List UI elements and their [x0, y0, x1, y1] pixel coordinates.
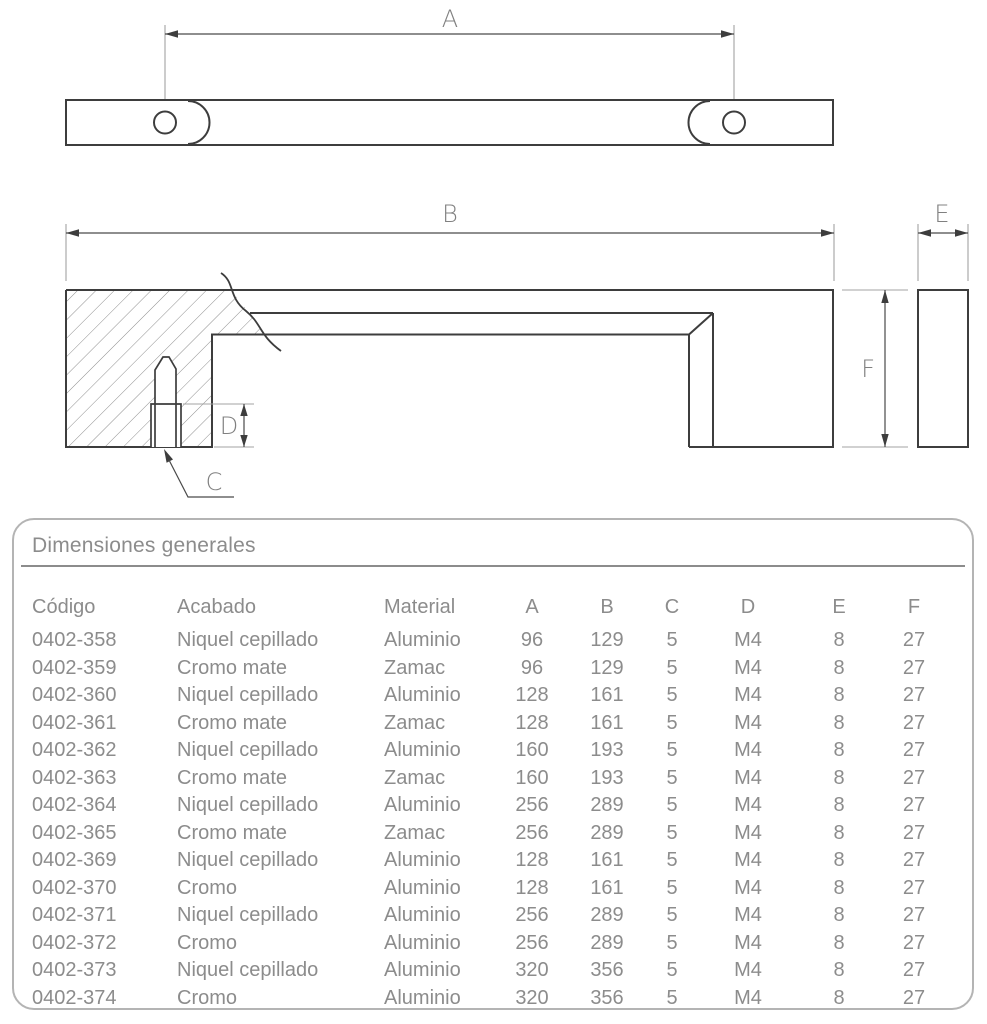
cell: 5	[666, 629, 678, 651]
cell: Aluminio	[384, 931, 461, 954]
cell: 8	[833, 821, 845, 844]
cell: 356	[590, 986, 624, 1009]
cell: 256	[515, 931, 549, 954]
cell: 5	[666, 959, 678, 981]
cell: 128	[515, 849, 549, 871]
cell: 0402-370	[32, 876, 117, 899]
table-header-row	[32, 565, 944, 627]
cell: 160	[515, 766, 549, 789]
cell: 0402-364	[32, 794, 117, 816]
cell: 161	[590, 684, 624, 706]
cell: 5	[666, 684, 678, 706]
cell: Cromo mate	[177, 821, 288, 844]
cell: 27	[902, 876, 926, 899]
cell: M4	[734, 904, 762, 926]
cell: 8	[833, 959, 845, 981]
cell: 96	[520, 629, 544, 651]
cell: 27	[902, 656, 926, 679]
cell: 129	[590, 629, 624, 651]
cell: 289	[590, 904, 624, 926]
cell: 289	[590, 931, 624, 954]
dimensions-card	[12, 518, 974, 1010]
cell: 27	[902, 766, 926, 789]
table-row	[32, 627, 944, 655]
cell: Zamac	[384, 766, 446, 789]
cell: 27	[902, 794, 926, 816]
table-row	[32, 737, 944, 765]
cell: 8	[833, 794, 845, 816]
cell: 8	[833, 684, 845, 706]
cell: 5	[666, 794, 678, 816]
cell: Aluminio	[384, 629, 461, 651]
cell: M4	[734, 711, 762, 734]
cell: 193	[590, 766, 624, 789]
cell: 128	[515, 876, 549, 899]
cell: 8	[833, 656, 845, 679]
cell: 320	[515, 986, 549, 1009]
cell: 8	[833, 629, 845, 651]
dim-label-A: A	[441, 5, 459, 33]
dim-E	[918, 200, 968, 281]
table-row	[32, 710, 944, 738]
cell: M4	[734, 959, 762, 981]
cell: Cromo mate	[177, 656, 288, 679]
cell: 0402-374	[32, 986, 117, 1009]
cell: 5	[666, 931, 678, 954]
dim-label-F: F	[861, 355, 875, 383]
arrowhead-left-icon	[918, 229, 931, 237]
table-row	[32, 765, 944, 793]
handle-bar-top-view	[66, 100, 833, 145]
cell: 0402-361	[32, 711, 117, 734]
cell: M4	[734, 656, 762, 679]
table-row	[32, 985, 944, 1013]
cell: 0402-373	[32, 959, 117, 981]
cell: 0402-359	[32, 656, 117, 679]
cell: 5	[666, 986, 678, 1009]
cell: 193	[590, 739, 624, 761]
arrowhead-left-icon	[66, 229, 79, 237]
left-screw-hole	[154, 112, 176, 134]
cell: Aluminio	[384, 959, 461, 981]
column-header: Material	[384, 596, 456, 618]
column-header: Código	[32, 596, 96, 618]
cell: M4	[734, 794, 762, 816]
cell: 8	[833, 931, 845, 954]
cell: 256	[515, 904, 549, 926]
arrowhead-right-icon	[955, 229, 968, 237]
cell: Cromo	[177, 986, 238, 1009]
cell: 27	[902, 711, 926, 734]
cell: M4	[734, 629, 762, 651]
right-screw-hole	[723, 112, 745, 134]
arrowhead-up-icon	[240, 404, 247, 416]
cell: Aluminio	[384, 986, 461, 1009]
cell: M4	[734, 739, 762, 761]
cell: Aluminio	[384, 739, 461, 761]
card-title: Dimensiones generales	[32, 534, 256, 557]
dim-label-C: C	[205, 468, 223, 496]
cell: 0402-372	[32, 931, 117, 954]
cell: 256	[515, 821, 549, 844]
side-view	[66, 200, 908, 497]
cell: 8	[833, 849, 845, 871]
column-header: A	[525, 596, 539, 618]
column-header: E	[832, 596, 846, 618]
dim-B	[66, 200, 834, 281]
leader-C	[164, 449, 234, 497]
cell: 128	[515, 684, 549, 706]
cell: M4	[734, 766, 762, 789]
arrowhead-up-icon	[881, 290, 888, 303]
table-row	[32, 792, 944, 820]
cell: Niquel cepillado	[177, 959, 319, 981]
cell: Cromo mate	[177, 766, 288, 789]
dim-label-E: E	[934, 200, 950, 228]
profile-view	[918, 200, 968, 447]
cell: 160	[515, 739, 549, 761]
cell: 5	[666, 766, 678, 789]
cell: M4	[734, 684, 762, 706]
cell: Cromo	[177, 876, 238, 899]
cell: 5	[666, 876, 678, 899]
cell: 356	[590, 959, 624, 981]
cell: Cromo	[177, 931, 238, 954]
cell: 256	[515, 794, 549, 816]
arrowhead-down-icon	[240, 435, 247, 447]
cell: 27	[902, 931, 926, 954]
cell: Zamac	[384, 711, 446, 734]
cell: Zamac	[384, 656, 446, 679]
dim-label-D: D	[219, 412, 239, 440]
arrowhead-right-icon	[821, 229, 834, 237]
column-header: F	[907, 596, 921, 618]
cell: Niquel cepillado	[177, 849, 319, 871]
cell: 27	[902, 629, 926, 651]
column-header: Acabado	[177, 596, 256, 618]
cell: M4	[734, 821, 762, 844]
top-view	[66, 5, 833, 145]
cell: Aluminio	[384, 794, 461, 816]
cell: 27	[902, 684, 926, 706]
cell: 96	[520, 656, 544, 679]
cell: Aluminio	[384, 684, 461, 706]
table-row	[32, 957, 944, 985]
cell: 0402-362	[32, 739, 117, 761]
cell: Niquel cepillado	[177, 794, 319, 816]
arrowhead-left-icon	[165, 30, 178, 38]
column-header: C	[664, 596, 680, 618]
cell: Niquel cepillado	[177, 739, 319, 761]
dim-label-B: B	[442, 200, 458, 228]
cell: 0402-358	[32, 629, 117, 651]
dimensions-table	[32, 565, 944, 1012]
cell: Niquel cepillado	[177, 904, 319, 926]
cell: Aluminio	[384, 904, 461, 926]
column-header: B	[600, 596, 614, 618]
cell: 320	[515, 959, 549, 981]
cell: 0402-363	[32, 766, 117, 789]
screw	[151, 357, 181, 447]
arrowhead-down-icon	[881, 434, 888, 447]
cell: 161	[590, 876, 624, 899]
cell: 161	[590, 711, 624, 734]
cell: 8	[833, 766, 845, 789]
cell: 129	[590, 656, 624, 679]
handle-end-profile	[918, 290, 968, 447]
cell: 8	[833, 904, 845, 926]
dim-F	[842, 290, 908, 447]
cell: Niquel cepillado	[177, 629, 319, 651]
table-body	[32, 627, 944, 1012]
cell: 27	[902, 986, 926, 1009]
cell: 289	[590, 821, 624, 844]
column-header: D	[740, 596, 756, 618]
cell: 8	[833, 739, 845, 761]
table-row	[32, 682, 944, 710]
cell: 128	[515, 711, 549, 734]
cell: 0402-369	[32, 849, 117, 871]
cell: Zamac	[384, 821, 446, 844]
cell: 161	[590, 849, 624, 871]
cell: 289	[590, 794, 624, 816]
table-row	[32, 847, 944, 875]
cell: Niquel cepillado	[177, 684, 319, 706]
table-row	[32, 902, 944, 930]
cell: M4	[734, 931, 762, 954]
cell: 0402-360	[32, 684, 117, 706]
cell: 5	[666, 849, 678, 871]
cell: Aluminio	[384, 876, 461, 899]
cell: 5	[666, 711, 678, 734]
cell: 27	[902, 739, 926, 761]
cell: M4	[734, 849, 762, 871]
cell: 5	[666, 656, 678, 679]
table-row	[32, 930, 944, 958]
cell: 27	[902, 821, 926, 844]
cell: 0402-371	[32, 904, 117, 926]
cell: 5	[666, 739, 678, 761]
arrowhead-right-icon	[721, 30, 734, 38]
leader-arrow-icon	[164, 449, 173, 463]
cell: 8	[833, 711, 845, 734]
cell: 8	[833, 876, 845, 899]
cell: 8	[833, 986, 845, 1009]
cell: M4	[734, 876, 762, 899]
table-row	[32, 820, 944, 848]
cell: 5	[666, 821, 678, 844]
cell: 0402-365	[32, 821, 117, 844]
table-row	[32, 875, 944, 903]
table-row	[32, 655, 944, 683]
cell: 5	[666, 904, 678, 926]
cell: 27	[902, 849, 926, 871]
cell: 27	[902, 904, 926, 926]
cell: 27	[902, 959, 926, 981]
cell: Cromo mate	[177, 711, 288, 734]
cell: M4	[734, 986, 762, 1009]
cell: Aluminio	[384, 849, 461, 871]
